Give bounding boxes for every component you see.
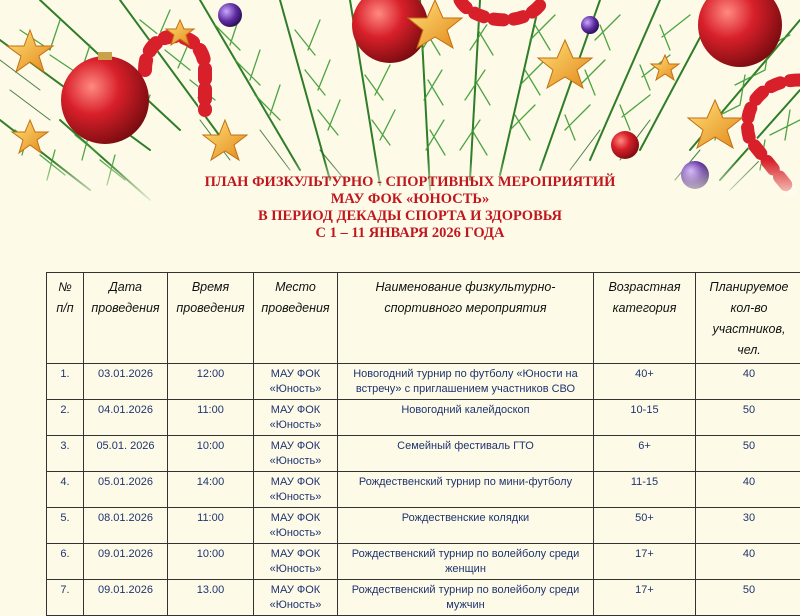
table-row — [47, 580, 800, 616]
header-time: Время проведения — [168, 273, 254, 364]
cell-time: 13.00 — [168, 580, 254, 616]
cell-event: Рождественские колядки — [338, 508, 594, 544]
cell-date: 04.01.2026 — [84, 400, 168, 436]
cell-number: 6. — [47, 544, 84, 580]
cell-number: 2. — [47, 400, 84, 436]
cell-event: Новогодний турнир по футболу «Юности на встречу» с приглашением участников СВО — [338, 364, 594, 400]
header-age: Возрастная категория — [594, 273, 696, 364]
header-count: Планируемое кол-во участников, чел. — [696, 273, 800, 364]
title-line: В ПЕРИОД ДЕКАДЫ СПОРТА И ЗДОРОВЬЯ — [20, 208, 800, 225]
cell-age: 11-15 — [594, 472, 696, 508]
cell-time: 10:00 — [168, 436, 254, 472]
header-number: № п/п — [47, 273, 84, 364]
cell-time: 11:00 — [168, 400, 254, 436]
header-event: Наименование физкультурно- спортивного мероприятия — [338, 273, 594, 364]
title-line: С 1 – 11 ЯНВАРЯ 2026 ГОДА — [20, 225, 800, 242]
title-line: МАУ ФОК «ЮНОСТЬ» — [20, 191, 800, 208]
cell-place: МАУ ФОК «Юность» — [254, 508, 338, 544]
table-row — [47, 544, 800, 580]
cell-age: 6+ — [594, 436, 696, 472]
cell-age: 10-15 — [594, 400, 696, 436]
cell-place: МАУ ФОК «Юность» — [254, 544, 338, 580]
cell-age: 40+ — [594, 364, 696, 400]
cell-event: Рождественский турнир по мини-футболу — [338, 472, 594, 508]
cell-place: МАУ ФОК «Юность» — [254, 472, 338, 508]
cell-count: 40 — [696, 364, 800, 400]
table-row — [47, 436, 800, 472]
cell-place: МАУ ФОК «Юность» — [254, 400, 338, 436]
table-body — [47, 364, 800, 616]
cell-count: 50 — [696, 436, 800, 472]
cell-time: 14:00 — [168, 472, 254, 508]
cell-event: Рождественский турнир по волейболу среди женщин — [338, 544, 594, 580]
table-row — [47, 508, 800, 544]
header-date: Дата проведения — [84, 273, 168, 364]
cell-date: 03.01.2026 — [84, 364, 168, 400]
cell-age: 17+ — [594, 544, 696, 580]
table-row — [47, 472, 800, 508]
cell-count: 40 — [696, 544, 800, 580]
cell-date: 09.01.2026 — [84, 580, 168, 616]
cell-number: 4. — [47, 472, 84, 508]
cell-count: 50 — [696, 400, 800, 436]
cell-place: МАУ ФОК «Юность» — [254, 364, 338, 400]
table-row — [47, 400, 800, 436]
cell-number: 7. — [47, 580, 84, 616]
table-row — [47, 364, 800, 400]
cell-count: 40 — [696, 472, 800, 508]
cell-age: 17+ — [594, 580, 696, 616]
cell-date: 05.01. 2026 — [84, 436, 168, 472]
cell-number: 5. — [47, 508, 84, 544]
title-line: ПЛАН ФИЗКУЛЬТУРНО - СПОРТИВНЫХ МЕРОПРИЯТИЙ — [20, 174, 800, 191]
header-place: Место проведения — [254, 273, 338, 364]
cell-age: 50+ — [594, 508, 696, 544]
cell-count: 30 — [696, 508, 800, 544]
document-title — [0, 174, 800, 242]
cell-date: 05.01.2026 — [84, 472, 168, 508]
cell-place: МАУ ФОК «Юность» — [254, 580, 338, 616]
cell-time: 10:00 — [168, 544, 254, 580]
events-table — [46, 272, 800, 616]
cell-count: 50 — [696, 580, 800, 616]
table-header-row — [47, 273, 800, 364]
cell-event: Рождественский турнир по волейболу среди мужчин — [338, 580, 594, 616]
cell-time: 11:00 — [168, 508, 254, 544]
cell-number: 1. — [47, 364, 84, 400]
cell-place: МАУ ФОК «Юность» — [254, 436, 338, 472]
cell-date: 09.01.2026 — [84, 544, 168, 580]
cell-time: 12:00 — [168, 364, 254, 400]
cell-event: Семейный фестиваль ГТО — [338, 436, 594, 472]
cell-event: Новогодний калейдоскоп — [338, 400, 594, 436]
cell-number: 3. — [47, 436, 84, 472]
cell-date: 08.01.2026 — [84, 508, 168, 544]
